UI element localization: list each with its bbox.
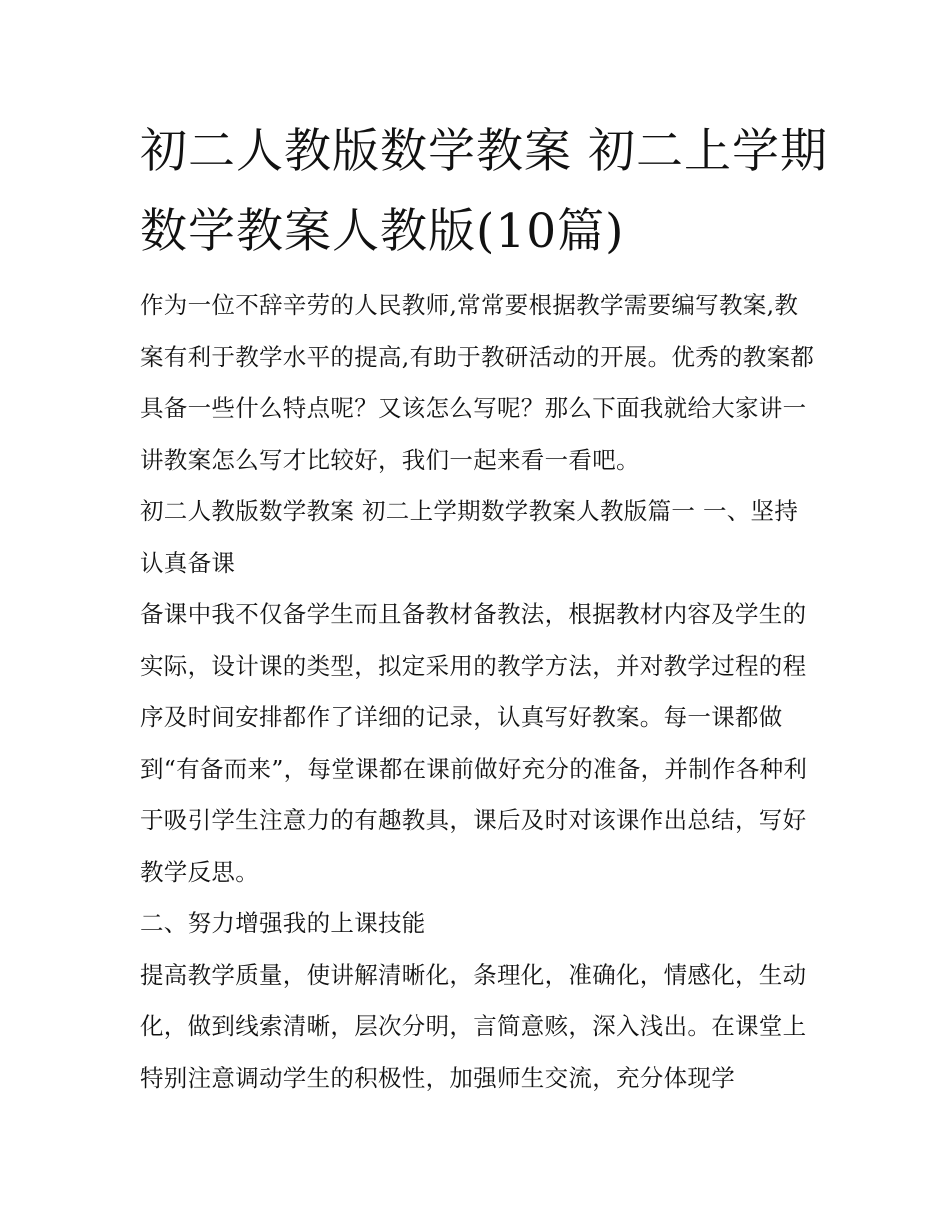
paragraph-preparation: 备课中我不仅备学生而且备教材备教法，根据教材内容及学生的实际，设计课的类型，拟定采用的教学方法，并对教学过程的程序及时间安排都作了详细的记录，认真写好教案。每一课都做到“有备而来”，每堂课都在课前做好充分的准备，并制作各种利于吸引学生注意力的有趣教具，课后及时对该课作出总结，写好教学反思。	[140, 600, 808, 886]
paragraph-intro: 作为一位不辞辛劳的人民教师,常常要根据教学需要编写教案,教案有利于教学水平的提高,有助于教研活动的开展。优秀的教案都具备一些什么特点呢？又该怎么写呢？那么下面我就给大家讲一讲教案怎么写才比较好，我们一起来看一看吧。	[140, 291, 815, 474]
paragraph-teaching-quality: 提高教学质量，使讲解清晰化，条理化，准确化，情感化，生动化，做到线索清晰，层次分明，言简意赅，深入浅出。在课堂上特别注意调动学生的积极性，加强师生交流，充分体现学	[140, 960, 807, 1092]
document-body	[140, 280, 820, 1104]
section-heading-1: 初二人教版数学教案 初二上学期数学教案人教版篇一 一、坚持认真备课	[140, 497, 799, 577]
document-title: 初二人教版数学教案 初二上学期数学教案人教版(10篇)	[140, 124, 828, 259]
section-heading-2: 二、努力增强我的上课技能	[140, 909, 426, 937]
